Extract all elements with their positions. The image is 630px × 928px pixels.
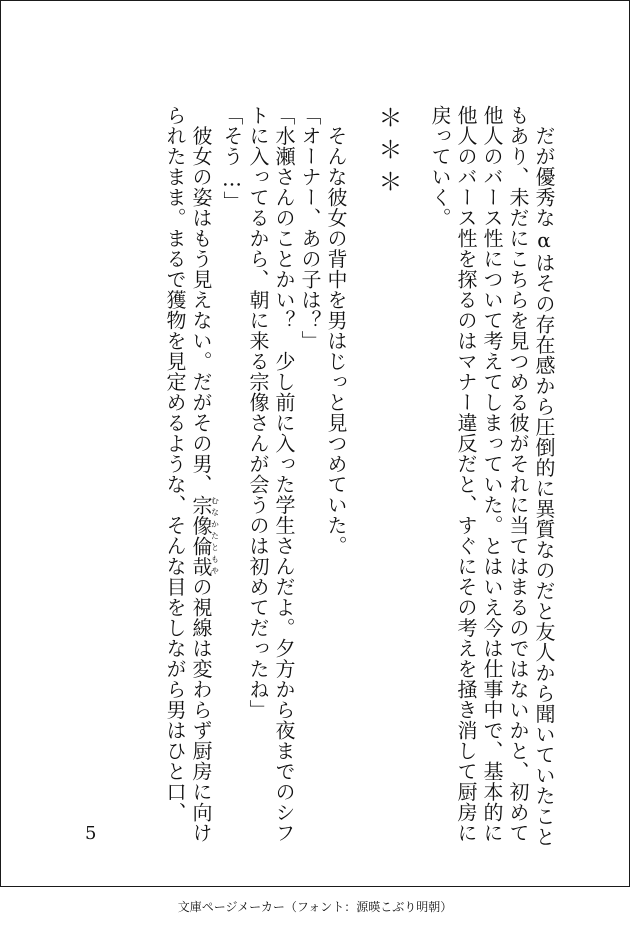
- text-line: だが優秀なαはその存在感から圧倒的に異質なのだと友人から聞いていたこと: [532, 105, 556, 847]
- furigana: むなかたともや: [210, 494, 220, 577]
- text-line: そんな彼女の背中を男はじっと見つめていた。: [324, 105, 348, 556]
- vertical-text-body: [162, 105, 557, 847]
- footer-caption: 文庫ページメーカー（フォント：源暎こぶり明朝）: [177, 900, 453, 914]
- text-line: トに入ってるから、朝に来る宗像さんが会うのは初めてだったね」: [246, 105, 270, 720]
- text-line: 「水瀬さんのことかい？ 少し前に入った学生さんだよ。夕方から夜までのシフ: [272, 105, 296, 843]
- text-line: られたまま。まるで獲物を見定めるような、そんな目をしながら男はひと口、: [163, 105, 187, 823]
- text-line: 他人のバース性を探るのはマナー違反だと、すぐにその考えを掻き消して厨房に: [454, 105, 478, 843]
- scene-separator: ＊＊＊: [374, 105, 402, 201]
- ruby-base: 宗像倫哉: [189, 494, 213, 577]
- text-line: もあり、未だにこちらを見つめる彼がそれに当てはまるのではないかと、初めて: [506, 105, 530, 843]
- text-line: 「そう…」: [220, 105, 244, 212]
- text-segment: の視線は変わらず厨房に向け: [189, 576, 213, 843]
- name-with-furigana: [189, 494, 220, 577]
- text-line: 戻っていく。: [428, 105, 452, 228]
- page-number: 5: [85, 823, 97, 844]
- text-line-with-ruby: [188, 105, 220, 843]
- text-line: 他人のバース性について考えてしまっていた。とはいえ今は仕事中で、基本的に: [480, 105, 504, 843]
- text-segment: 彼女の姿はもう見えない。だがその男、: [189, 105, 213, 495]
- blank-line: [349, 105, 375, 805]
- blank-line: [401, 105, 427, 805]
- text-line: 「オーナー、あの子は？」: [298, 105, 322, 351]
